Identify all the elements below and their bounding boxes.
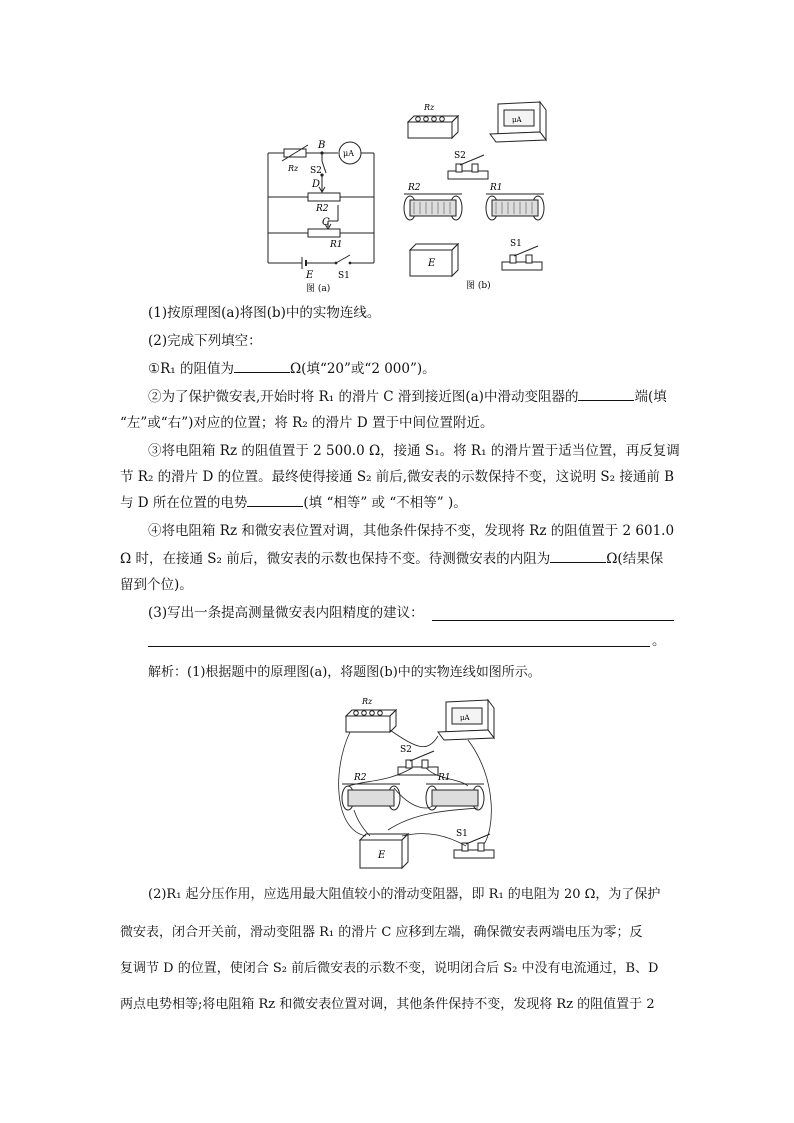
- q2-2-post: 端(填: [634, 389, 667, 405]
- question-2-2a: [148, 386, 708, 408]
- question-2-2b: “左”或“右”)对应的位置；将 R₂ 的滑片 D 置于中间位置附近。: [120, 415, 494, 431]
- sol-label-R2: R2: [354, 773, 367, 783]
- question-3: (3)写出一条提高测量微安表内阻精度的建议：: [148, 605, 424, 621]
- label-b-S2: S2: [454, 151, 466, 161]
- q2-3-post: (填 “相等” 或 “不相等” )。: [303, 495, 467, 511]
- question-2-3c: [120, 492, 680, 514]
- solution-paragraph-1: (2)R₁ 起分压作用，应选用最大阻值较小的滑动变阻器，即 R₁ 的电阻为 20 Ω，为了保护: [148, 887, 661, 902]
- label-microammeter: μA: [343, 149, 354, 158]
- q2-1-pre: ①R₁ 的阻值为: [148, 361, 234, 377]
- label-C: C: [322, 217, 330, 228]
- q2-1-post: Ω(填“20”或“2 000”)。: [289, 361, 436, 377]
- circuit-diagram-a: [262, 135, 380, 295]
- question-2-4c: 留到个位)。: [120, 577, 193, 593]
- sol-label-E: E: [378, 850, 386, 861]
- q2-4-pre: Ω 时，在接通 S₂ 前后，微安表的示数也保持不变。待测微安表的内阻为: [120, 551, 551, 567]
- label-E: E: [306, 270, 314, 281]
- label-R2: R2: [316, 204, 329, 214]
- q2-2-pre: ②为了保护微安表,开始时将 R₁ 的滑片 C 滑到接近图(a)中滑动变阻器的: [148, 389, 579, 405]
- sol-label-S1: S1: [456, 829, 468, 839]
- solution-paragraph-2: 微安表，闭合开关前，滑动变阻器 R₁ 的滑片 C 应移到左端，确保微安表两端电压为零；反: [120, 925, 643, 940]
- question-2-1: [148, 358, 708, 380]
- apparatus-diagram-b: [394, 98, 554, 292]
- label-b-S1: S1: [510, 239, 522, 249]
- question-2-3b: 节 R₂ 的滑片 D 的位置。最终使得接通 S₂ 前后,微安表的示数保持不变，这说明 S₂ 接通前 B: [120, 469, 675, 485]
- solution-wiring-diagram: [328, 690, 504, 874]
- answer-blank-suggestion-2[interactable]: [148, 645, 650, 647]
- label-b-R1: R1: [490, 183, 503, 193]
- question-2-3a: ③将电阻箱 Rz 的阻值置于 2 500.0 Ω，接通 S₁。将 R₁ 的滑片置于适当位置，再反复调: [148, 443, 680, 459]
- q2-3-pre: 与 D 所在位置的电势: [120, 495, 248, 511]
- sol-label-microammeter: μA: [460, 714, 470, 722]
- question-1: (1)按原理图(a)将图(b)中的实物连线。: [148, 305, 381, 321]
- answer-blank-resistance[interactable]: [550, 548, 606, 563]
- label-b-R2: R2: [408, 183, 421, 193]
- sol-label-S2: S2: [400, 745, 412, 755]
- question-3-end: 。: [652, 633, 666, 649]
- question-2-4b: [120, 548, 680, 570]
- label-S1: S1: [338, 271, 350, 281]
- question-2: (2)完成下列填空：: [148, 333, 262, 349]
- label-b-Rz: Rz: [424, 103, 435, 112]
- sol-label-R1: R1: [438, 773, 451, 783]
- question-2-4a: ④将电阻箱 Rz 和微安表位置对调，其他条件保持不变，发现将 Rz 的阻值置于 2 601.0: [148, 523, 675, 539]
- label-S2: S2: [310, 166, 322, 176]
- solution-paragraph-4: 两点电势相等;将电阻箱 Rz 和微安表位置对调，其他条件保持不变，发现将 Rz 的阻值置于 2: [120, 997, 655, 1012]
- solution-paragraph-3: 复调节 D 的位置，使闭合 S₂ 前后微安表的示数不变，说明闭合后 S₂ 中没有电流通过，B、D: [120, 961, 659, 976]
- answer-blank-potential[interactable]: [247, 492, 303, 507]
- label-Rz: Rz: [288, 164, 299, 173]
- label-b-microammeter: μA: [512, 116, 522, 124]
- sol-label-Rz: Rz: [362, 697, 373, 706]
- label-R1: R1: [330, 240, 343, 250]
- answer-blank-r1[interactable]: [234, 358, 290, 373]
- label-B: B: [318, 140, 326, 151]
- label-b-E: E: [428, 258, 436, 269]
- caption-b: 图 (b): [466, 281, 491, 291]
- answer-blank-suggestion-1[interactable]: [432, 619, 674, 621]
- solution-intro: 解析：(1)根据题中的原理图(a)，将题图(b)中的实物连线如图所示。: [148, 665, 541, 680]
- q2-4-post: Ω(结果保: [606, 551, 664, 567]
- caption-a: 图 (a): [306, 284, 331, 294]
- label-D: D: [312, 179, 321, 190]
- answer-blank-end[interactable]: [578, 386, 634, 401]
